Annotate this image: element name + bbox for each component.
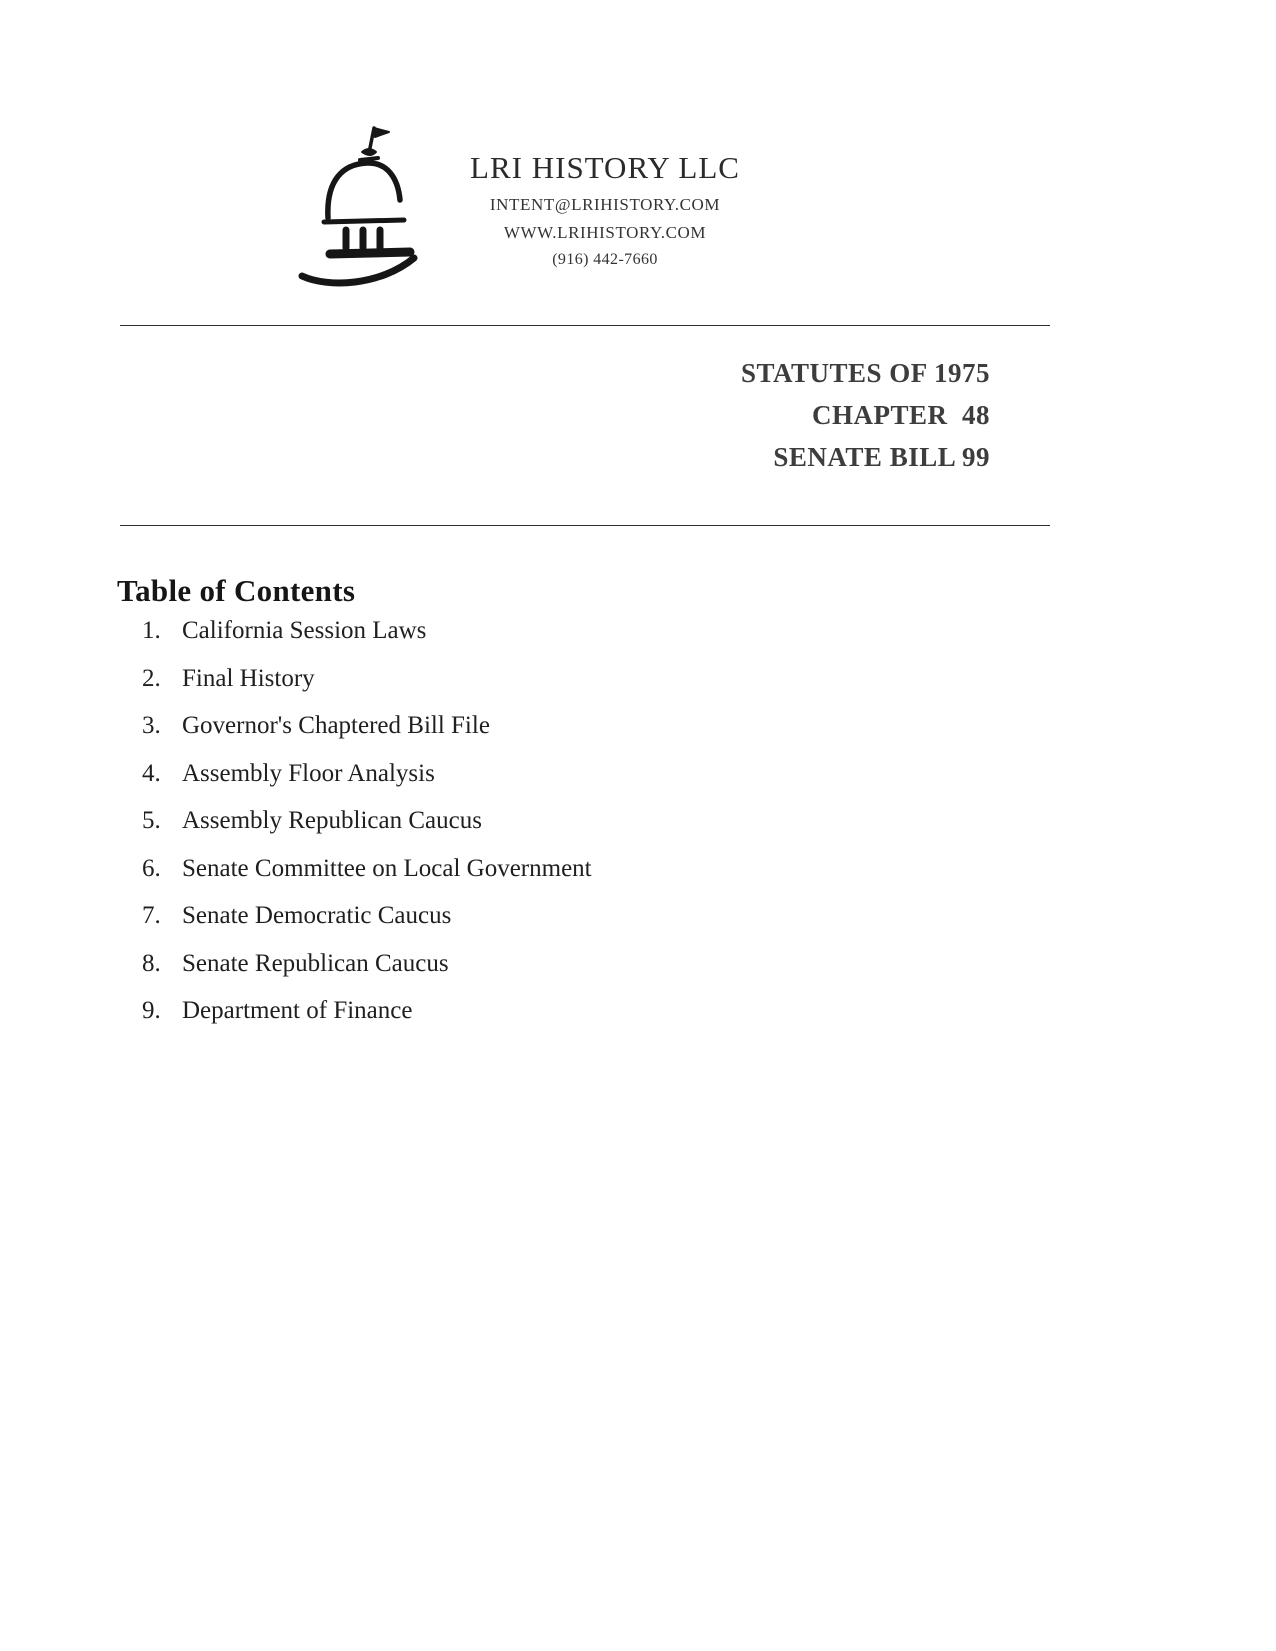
toc-item: Senate Republican Caucus xyxy=(182,949,449,977)
toc-item: Senate Democratic Caucus xyxy=(182,902,452,929)
toc-list xyxy=(142,618,592,1046)
company-name: LRI HISTORY LLC xyxy=(470,150,740,185)
company-email: INTENT@LRIHISTORY.COM xyxy=(489,195,721,214)
divider-top xyxy=(120,325,1050,326)
statute-year: STATUTES OF 1975 xyxy=(740,358,990,388)
statute-bill: SENATE BILL 99 xyxy=(773,442,990,472)
toc-item: Assembly Floor Analysis xyxy=(182,759,435,787)
divider-bottom xyxy=(120,525,1050,526)
toc-item: Governor's Chaptered Bill File xyxy=(182,712,490,739)
company-phone: (916) 442-7660 xyxy=(552,251,658,268)
toc-item: Final History xyxy=(182,664,315,692)
capitol-icon xyxy=(288,118,448,293)
statute-block xyxy=(741,352,990,478)
company-header xyxy=(440,150,770,269)
toc-item: California Session Laws xyxy=(182,617,427,644)
statute-chapter: CHAPTER 48 xyxy=(811,400,990,430)
capitol-logo xyxy=(288,118,448,293)
toc-item: Senate Committee on Local Government xyxy=(182,854,592,882)
toc-title: Table of Contents xyxy=(117,572,356,608)
company-website: WWW.LRIHISTORY.COM xyxy=(503,223,707,242)
toc-item: Assembly Republican Caucus xyxy=(182,807,482,834)
toc-item: Department of Finance xyxy=(182,997,413,1024)
